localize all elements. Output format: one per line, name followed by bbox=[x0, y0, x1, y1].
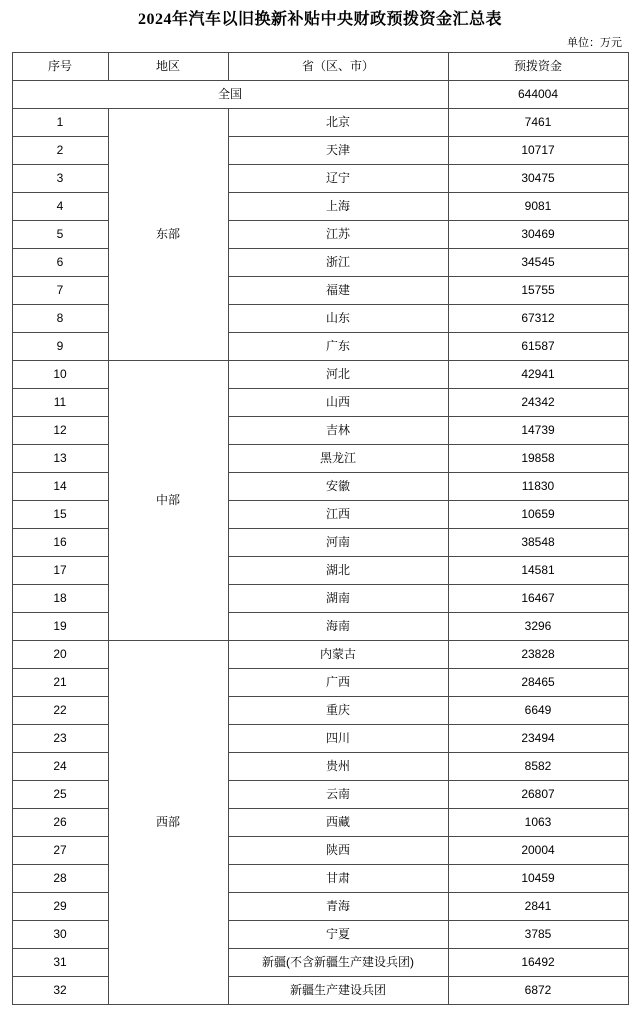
cell-index: 2 bbox=[12, 137, 108, 165]
column-header-region: 地区 bbox=[108, 53, 228, 81]
cell-region-2: 西部 bbox=[108, 641, 228, 1005]
cell-province: 河南 bbox=[228, 529, 448, 557]
cell-amount: 34545 bbox=[448, 249, 628, 277]
cell-province: 青海 bbox=[228, 893, 448, 921]
cell-index: 28 bbox=[12, 865, 108, 893]
cell-amount: 19858 bbox=[448, 445, 628, 473]
total-amount: 644004 bbox=[448, 81, 628, 109]
table-row bbox=[12, 669, 628, 697]
cell-index: 23 bbox=[12, 725, 108, 753]
table-row-total bbox=[12, 81, 628, 109]
cell-index: 6 bbox=[12, 249, 108, 277]
cell-province: 江西 bbox=[228, 501, 448, 529]
table-row bbox=[12, 921, 628, 949]
cell-province: 辽宁 bbox=[228, 165, 448, 193]
table-row bbox=[12, 445, 628, 473]
cell-province: 云南 bbox=[228, 781, 448, 809]
cell-province: 黑龙江 bbox=[228, 445, 448, 473]
cell-amount: 1063 bbox=[448, 809, 628, 837]
cell-amount: 67312 bbox=[448, 305, 628, 333]
table-row bbox=[12, 249, 628, 277]
cell-province: 内蒙古 bbox=[228, 641, 448, 669]
cell-index: 19 bbox=[12, 613, 108, 641]
table-row bbox=[12, 725, 628, 753]
cell-province: 江苏 bbox=[228, 221, 448, 249]
cell-region-1: 中部 bbox=[108, 361, 228, 641]
table-row bbox=[12, 417, 628, 445]
table-row bbox=[12, 893, 628, 921]
cell-province: 湖北 bbox=[228, 557, 448, 585]
cell-amount: 7461 bbox=[448, 109, 628, 137]
cell-index: 7 bbox=[12, 277, 108, 305]
cell-index: 5 bbox=[12, 221, 108, 249]
table-row bbox=[12, 389, 628, 417]
table-row bbox=[12, 613, 628, 641]
cell-index: 26 bbox=[12, 809, 108, 837]
cell-province: 天津 bbox=[228, 137, 448, 165]
table-row bbox=[12, 977, 628, 1005]
table-row bbox=[12, 949, 628, 977]
cell-region-0: 东部 bbox=[108, 109, 228, 361]
table-row bbox=[12, 221, 628, 249]
cell-province: 贵州 bbox=[228, 753, 448, 781]
cell-province: 西藏 bbox=[228, 809, 448, 837]
cell-amount: 6872 bbox=[448, 977, 628, 1005]
cell-index: 32 bbox=[12, 977, 108, 1005]
cell-amount: 3785 bbox=[448, 921, 628, 949]
cell-index: 10 bbox=[12, 361, 108, 389]
table-row bbox=[12, 585, 628, 613]
cell-amount: 11830 bbox=[448, 473, 628, 501]
cell-amount: 16492 bbox=[448, 949, 628, 977]
cell-index: 4 bbox=[12, 193, 108, 221]
cell-index: 16 bbox=[12, 529, 108, 557]
cell-province: 新疆生产建设兵团 bbox=[228, 977, 448, 1005]
cell-amount: 38548 bbox=[448, 529, 628, 557]
cell-amount: 14581 bbox=[448, 557, 628, 585]
table-row bbox=[12, 473, 628, 501]
cell-province: 广东 bbox=[228, 333, 448, 361]
cell-amount: 6649 bbox=[448, 697, 628, 725]
cell-index: 8 bbox=[12, 305, 108, 333]
cell-amount: 61587 bbox=[448, 333, 628, 361]
cell-amount: 20004 bbox=[448, 837, 628, 865]
cell-amount: 15755 bbox=[448, 277, 628, 305]
cell-index: 17 bbox=[12, 557, 108, 585]
cell-province: 海南 bbox=[228, 613, 448, 641]
table-row bbox=[12, 809, 628, 837]
cell-province: 吉林 bbox=[228, 417, 448, 445]
unit-note: 单位：万元 bbox=[567, 37, 622, 49]
cell-index: 20 bbox=[12, 641, 108, 669]
cell-index: 12 bbox=[12, 417, 108, 445]
table-row bbox=[12, 865, 628, 893]
cell-index: 21 bbox=[12, 669, 108, 697]
cell-amount: 14739 bbox=[448, 417, 628, 445]
cell-province: 四川 bbox=[228, 725, 448, 753]
cell-amount: 10459 bbox=[448, 865, 628, 893]
table-row bbox=[12, 361, 628, 389]
table-row bbox=[12, 697, 628, 725]
cell-index: 29 bbox=[12, 893, 108, 921]
table-row bbox=[12, 305, 628, 333]
cell-amount: 30469 bbox=[448, 221, 628, 249]
cell-amount: 30475 bbox=[448, 165, 628, 193]
cell-amount: 10659 bbox=[448, 501, 628, 529]
page-title: 2024年汽车以旧换新补贴中央财政预拨资金汇总表 bbox=[137, 11, 502, 28]
cell-province: 新疆(不含新疆生产建设兵团) bbox=[228, 949, 448, 977]
column-header-index: 序号 bbox=[12, 53, 108, 81]
cell-amount: 28465 bbox=[448, 669, 628, 697]
cell-amount: 10717 bbox=[448, 137, 628, 165]
table-row bbox=[12, 837, 628, 865]
cell-index: 27 bbox=[12, 837, 108, 865]
cell-province: 湖南 bbox=[228, 585, 448, 613]
cell-amount: 2841 bbox=[448, 893, 628, 921]
cell-province: 山西 bbox=[228, 389, 448, 417]
cell-index: 25 bbox=[12, 781, 108, 809]
table-row bbox=[12, 529, 628, 557]
table-row bbox=[12, 109, 628, 137]
cell-amount: 26807 bbox=[448, 781, 628, 809]
cell-amount: 3296 bbox=[448, 613, 628, 641]
table-row bbox=[12, 501, 628, 529]
cell-index: 22 bbox=[12, 697, 108, 725]
total-label: 全国 bbox=[12, 81, 448, 109]
cell-index: 14 bbox=[12, 473, 108, 501]
cell-index: 9 bbox=[12, 333, 108, 361]
column-header-amount: 预拨资金 bbox=[448, 53, 628, 81]
table-row bbox=[12, 557, 628, 585]
cell-province: 北京 bbox=[228, 109, 448, 137]
cell-index: 3 bbox=[12, 165, 108, 193]
cell-province: 重庆 bbox=[228, 697, 448, 725]
table-row bbox=[12, 641, 628, 669]
cell-index: 18 bbox=[12, 585, 108, 613]
cell-amount: 24342 bbox=[448, 389, 628, 417]
cell-index: 1 bbox=[12, 109, 108, 137]
table-row bbox=[12, 277, 628, 305]
table-header-row bbox=[12, 53, 628, 81]
cell-province: 广西 bbox=[228, 669, 448, 697]
cell-amount: 42941 bbox=[448, 361, 628, 389]
cell-index: 11 bbox=[12, 389, 108, 417]
cell-province: 甘肃 bbox=[228, 865, 448, 893]
cell-amount: 9081 bbox=[448, 193, 628, 221]
cell-province: 上海 bbox=[228, 193, 448, 221]
table-header bbox=[12, 53, 628, 81]
cell-index: 31 bbox=[12, 949, 108, 977]
cell-province: 河北 bbox=[228, 361, 448, 389]
cell-province: 山东 bbox=[228, 305, 448, 333]
cell-amount: 8582 bbox=[448, 753, 628, 781]
table-row bbox=[12, 753, 628, 781]
table-row bbox=[12, 137, 628, 165]
table-row bbox=[12, 333, 628, 361]
cell-amount: 23828 bbox=[448, 641, 628, 669]
cell-province: 浙江 bbox=[228, 249, 448, 277]
table-body bbox=[12, 81, 628, 1005]
subsidy-summary-table bbox=[12, 52, 629, 1005]
cell-amount: 16467 bbox=[448, 585, 628, 613]
cell-province: 陕西 bbox=[228, 837, 448, 865]
cell-amount: 23494 bbox=[448, 725, 628, 753]
cell-index: 24 bbox=[12, 753, 108, 781]
cell-index: 30 bbox=[12, 921, 108, 949]
cell-province: 福建 bbox=[228, 277, 448, 305]
cell-index: 15 bbox=[12, 501, 108, 529]
cell-province: 宁夏 bbox=[228, 921, 448, 949]
cell-index: 13 bbox=[12, 445, 108, 473]
cell-province: 安徽 bbox=[228, 473, 448, 501]
column-header-province: 省（区、市） bbox=[228, 53, 448, 81]
table-row bbox=[12, 193, 628, 221]
table-row bbox=[12, 165, 628, 193]
table-row bbox=[12, 781, 628, 809]
